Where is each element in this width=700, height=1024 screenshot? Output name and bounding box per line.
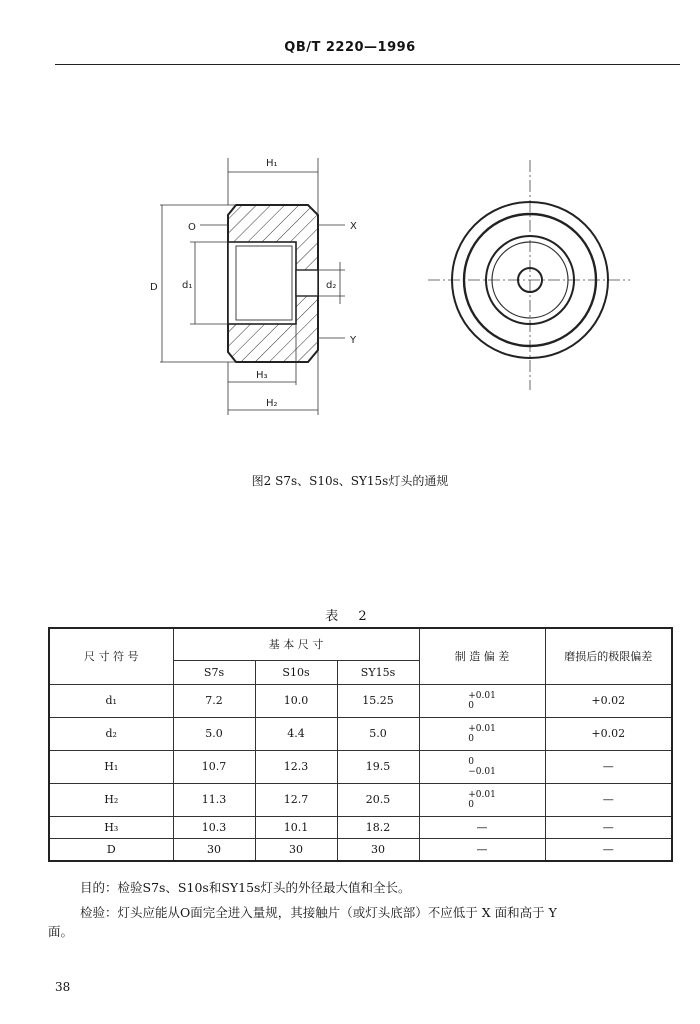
cell-wear: +0.02 bbox=[545, 717, 672, 750]
table-row bbox=[49, 838, 672, 861]
inspection-paragraph: 检验：灯头应能从O面完全进入量规，其接触片（或灯头底部）不应低于 X 面和高于 Y bbox=[80, 905, 557, 920]
cell-symbol: H₁ bbox=[49, 750, 173, 783]
cell-value: 11.3 bbox=[173, 783, 255, 816]
label-y-face: Y bbox=[350, 335, 357, 346]
header-col-s7s: S7s bbox=[173, 660, 255, 684]
cell-value: 10.1 bbox=[255, 816, 337, 838]
cell-symbol: D bbox=[49, 838, 173, 861]
label-d1: d₁ bbox=[182, 280, 193, 291]
label-h1: H₁ bbox=[266, 158, 278, 169]
inspection-paragraph-end: 面。 bbox=[48, 924, 74, 939]
table-row bbox=[49, 783, 672, 816]
cell-wear: — bbox=[545, 838, 672, 861]
cell-value: 12.7 bbox=[255, 783, 337, 816]
cell-mfg: — bbox=[419, 838, 545, 861]
cell-symbol: H₃ bbox=[49, 816, 173, 838]
cell-value: 30 bbox=[337, 838, 419, 861]
cell-symbol: d₂ bbox=[49, 717, 173, 750]
table-row bbox=[49, 750, 672, 783]
cell-wear: — bbox=[545, 816, 672, 838]
cell-wear: — bbox=[545, 750, 672, 783]
tol-lower: 0 bbox=[468, 799, 474, 810]
cell-value: 18.2 bbox=[337, 816, 419, 838]
end-view bbox=[428, 160, 630, 390]
cell-value: 10.3 bbox=[173, 816, 255, 838]
label-h3: H₃ bbox=[256, 370, 268, 381]
tol-lower: 0 bbox=[468, 700, 474, 711]
label-x-face: X bbox=[350, 221, 357, 232]
dimension-table bbox=[48, 627, 673, 862]
label-o-face: O bbox=[188, 222, 196, 233]
tol-lower: 0 bbox=[468, 733, 474, 744]
label-d-outer: D bbox=[150, 282, 158, 293]
cell-mfg bbox=[419, 750, 545, 783]
header-col-sy15s: SY15s bbox=[337, 660, 419, 684]
cell-mfg: — bbox=[419, 816, 545, 838]
cell-mfg bbox=[419, 783, 545, 816]
header-col-s10s: S10s bbox=[255, 660, 337, 684]
cell-value: 20.5 bbox=[337, 783, 419, 816]
table-row bbox=[49, 816, 672, 838]
cell-symbol: d₁ bbox=[49, 684, 173, 717]
cell-value: 12.3 bbox=[255, 750, 337, 783]
cell-mfg bbox=[419, 717, 545, 750]
purpose-paragraph: 目的：检验S7s、S10s和SY15s灯头的外径最大值和全长。 bbox=[80, 880, 411, 895]
cell-value: 30 bbox=[255, 838, 337, 861]
header-symbol: 尺 寸 符 号 bbox=[49, 628, 173, 684]
table-row bbox=[49, 684, 672, 717]
figure-caption: 图2 S7s、S10s、SY15s灯头的通规 bbox=[251, 474, 449, 488]
header-rule bbox=[55, 64, 680, 65]
cell-mfg bbox=[419, 684, 545, 717]
tol-upper: +0.01 bbox=[468, 789, 496, 800]
header-mfg-tolerance: 制 造 偏 差 bbox=[419, 628, 545, 684]
gauge-drawing bbox=[0, 150, 700, 440]
table-row bbox=[49, 717, 672, 750]
tol-upper: +0.01 bbox=[468, 690, 496, 701]
cell-value: 15.25 bbox=[337, 684, 419, 717]
header-wear-limit: 磨损后的极限偏差 bbox=[545, 628, 672, 684]
section-view bbox=[150, 158, 357, 415]
cell-value: 19.5 bbox=[337, 750, 419, 783]
cell-wear: — bbox=[545, 783, 672, 816]
label-h2: H₂ bbox=[266, 398, 278, 409]
cell-value: 30 bbox=[173, 838, 255, 861]
tol-upper: 0 bbox=[468, 756, 474, 767]
cell-value: 5.0 bbox=[337, 717, 419, 750]
tol-upper: +0.01 bbox=[468, 723, 496, 734]
cell-value: 7.2 bbox=[173, 684, 255, 717]
page-number: 38 bbox=[55, 980, 71, 994]
cell-value: 10.0 bbox=[255, 684, 337, 717]
table-title: 表 2 bbox=[325, 609, 375, 624]
header-basic-size: 基 本 尺 寸 bbox=[173, 628, 419, 660]
cell-value: 4.4 bbox=[255, 717, 337, 750]
cell-value: 10.7 bbox=[173, 750, 255, 783]
label-d2: d₂ bbox=[326, 280, 337, 291]
cell-value: 5.0 bbox=[173, 717, 255, 750]
tol-lower: −0.01 bbox=[468, 766, 496, 777]
cell-wear: +0.02 bbox=[545, 684, 672, 717]
cell-symbol: H₂ bbox=[49, 783, 173, 816]
page-header: QB/T 2220—1996 bbox=[284, 40, 416, 55]
